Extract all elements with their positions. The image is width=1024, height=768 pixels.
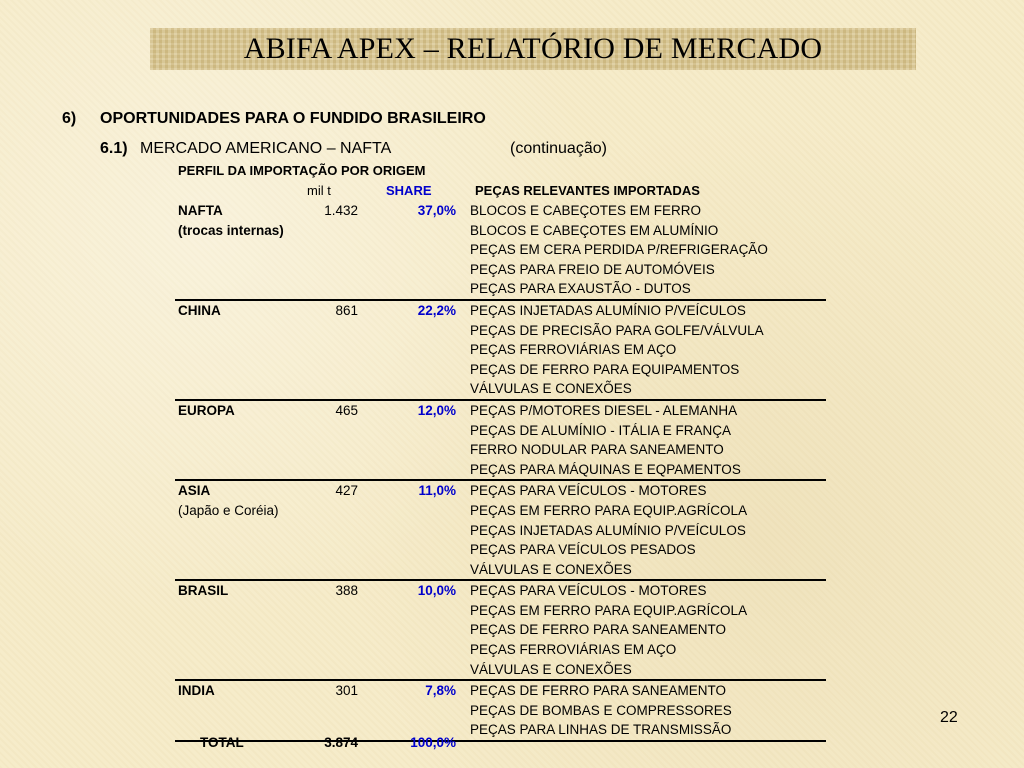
share-value: 7,8%	[425, 683, 456, 699]
table-row	[175, 240, 826, 260]
section-title: OPORTUNIDADES PARA O FUNDIDO BRASILEIRO	[100, 110, 486, 127]
table-row	[175, 601, 826, 621]
table-row	[175, 681, 826, 701]
subsection-number: 6.1)	[100, 140, 128, 157]
section-number: 6)	[62, 110, 77, 127]
origin-label: EUROPA	[178, 402, 235, 418]
table-row	[175, 521, 826, 541]
piece-item: PEÇAS PARA LINHAS DE TRANSMISSÃO	[470, 722, 732, 738]
piece-item: PEÇAS PARA VEÍCULOS PESADOS	[470, 542, 696, 558]
table-group	[175, 579, 826, 679]
table-row	[175, 421, 826, 441]
origin-label: BRASIL	[178, 583, 229, 599]
piece-item: VÁLVULAS E CONEXÕES	[470, 381, 632, 397]
table-row	[175, 460, 826, 480]
header-mil-t: mil t	[307, 183, 331, 198]
share-value: 22,2%	[417, 302, 456, 318]
slide-title-bar	[150, 28, 916, 70]
table-row	[175, 260, 826, 280]
table-row	[175, 340, 826, 360]
piece-item: VÁLVULAS E CONEXÕES	[470, 561, 632, 577]
piece-item: PEÇAS EM CERA PERDIDA P/REFRIGERAÇÃO	[470, 242, 768, 258]
table-row	[175, 701, 826, 721]
table-row	[175, 560, 826, 580]
piece-item: PEÇAS FERROVIÁRIAS EM AÇO	[470, 342, 677, 358]
table-row	[175, 221, 826, 241]
mil-t-value: 301	[335, 683, 358, 699]
table-row	[175, 301, 826, 321]
piece-item: PEÇAS PARA VEÍCULOS - MOTORES	[470, 583, 707, 599]
piece-item: FERRO NODULAR PARA SANEAMENTO	[470, 442, 724, 458]
piece-item: PEÇAS DE FERRO PARA EQUIPAMENTOS	[470, 361, 740, 377]
piece-item: PEÇAS FERROVIÁRIAS EM AÇO	[470, 642, 677, 658]
total-share: 100,0%	[410, 735, 456, 750]
piece-item: PEÇAS PARA FREIO DE AUTOMÓVEIS	[470, 261, 715, 277]
total-mil-t: 3.874	[324, 735, 358, 750]
slide-title: ABIFA APEX – RELATÓRIO DE MERCADO	[243, 32, 823, 65]
table-group	[175, 299, 826, 399]
table-row	[175, 640, 826, 660]
mil-t-value: 465	[335, 402, 358, 418]
table-row	[175, 379, 826, 399]
piece-item: PEÇAS INJETADAS ALUMÍNIO P/VEÍCULOS	[470, 302, 746, 318]
origin-label: NAFTA	[178, 203, 223, 218]
table-row	[175, 401, 826, 421]
piece-item: VÁLVULAS E CONEXÕES	[470, 661, 632, 677]
origin-label: INDIA	[178, 683, 215, 699]
piece-item: PEÇAS INJETADAS ALUMÍNIO P/VEÍCULOS	[470, 522, 746, 538]
table-row	[175, 540, 826, 560]
piece-item: PEÇAS DE BOMBAS E COMPRESSORES	[470, 702, 732, 718]
table-row	[175, 279, 826, 299]
share-value: 10,0%	[417, 583, 456, 599]
mil-t-value: 388	[335, 583, 358, 599]
table-row	[175, 481, 826, 501]
page-number: 22	[940, 709, 958, 726]
table-row	[175, 360, 826, 380]
header-pecas: PEÇAS RELEVANTES IMPORTADAS	[475, 183, 700, 198]
piece-item: PEÇAS EM FERRO PARA EQUIP.AGRÍCOLA	[470, 502, 748, 518]
share-value: 37,0%	[417, 203, 456, 218]
table-group	[175, 479, 826, 579]
origin-sublabel: (trocas internas)	[178, 222, 284, 238]
table-row	[175, 501, 826, 521]
piece-item: PEÇAS DE FERRO PARA SANEAMENTO	[470, 622, 727, 638]
subsection-title: MERCADO AMERICANO – NAFTA	[140, 140, 392, 157]
piece-item: PEÇAS PARA VEÍCULOS - MOTORES	[470, 483, 707, 499]
table-group	[175, 201, 826, 299]
share-value: 12,0%	[417, 402, 456, 418]
table-row	[175, 440, 826, 460]
table-row	[175, 581, 826, 601]
piece-item: PEÇAS PARA EXAUSTÃO - DUTOS	[470, 281, 691, 297]
total-row	[175, 733, 826, 752]
piece-item: PEÇAS DE PRECISÃO PARA GOLFE/VÁLVULA	[470, 322, 764, 338]
share-value: 11,0%	[418, 483, 456, 499]
origin-sublabel: (Japão e Coréia)	[178, 502, 279, 518]
piece-item: PEÇAS DE ALUMÍNIO - ITÁLIA E FRANÇA	[470, 422, 732, 438]
table-group	[175, 399, 826, 479]
piece-item: BLOCOS E CABEÇOTES EM FERRO	[470, 203, 702, 218]
table-row	[175, 201, 826, 221]
table-title: PERFIL DA IMPORTAÇÃO POR ORIGEM	[178, 163, 426, 178]
subsection-continuation: (continuação)	[510, 140, 607, 157]
origin-label: CHINA	[178, 302, 221, 318]
piece-item: PEÇAS PARA MÁQUINAS E EQPAMENTOS	[470, 461, 741, 477]
piece-item: BLOCOS E CABEÇOTES EM ALUMÍNIO	[470, 222, 719, 238]
piece-item: PEÇAS DE FERRO PARA SANEAMENTO	[470, 683, 727, 699]
header-share: SHARE	[386, 183, 432, 198]
mil-t-value: 427	[335, 483, 358, 499]
table-row	[175, 321, 826, 341]
piece-item: PEÇAS P/MOTORES DIESEL - ALEMANHA	[470, 402, 738, 418]
piece-item: PEÇAS EM FERRO PARA EQUIP.AGRÍCOLA	[470, 602, 748, 618]
mil-t-value: 861	[335, 302, 358, 318]
mil-t-value: 1.432	[324, 203, 358, 218]
table-row	[175, 620, 826, 640]
table-row	[175, 660, 826, 680]
import-table	[175, 201, 826, 742]
total-label: TOTAL	[200, 735, 244, 750]
origin-label: ASIA	[178, 483, 211, 499]
